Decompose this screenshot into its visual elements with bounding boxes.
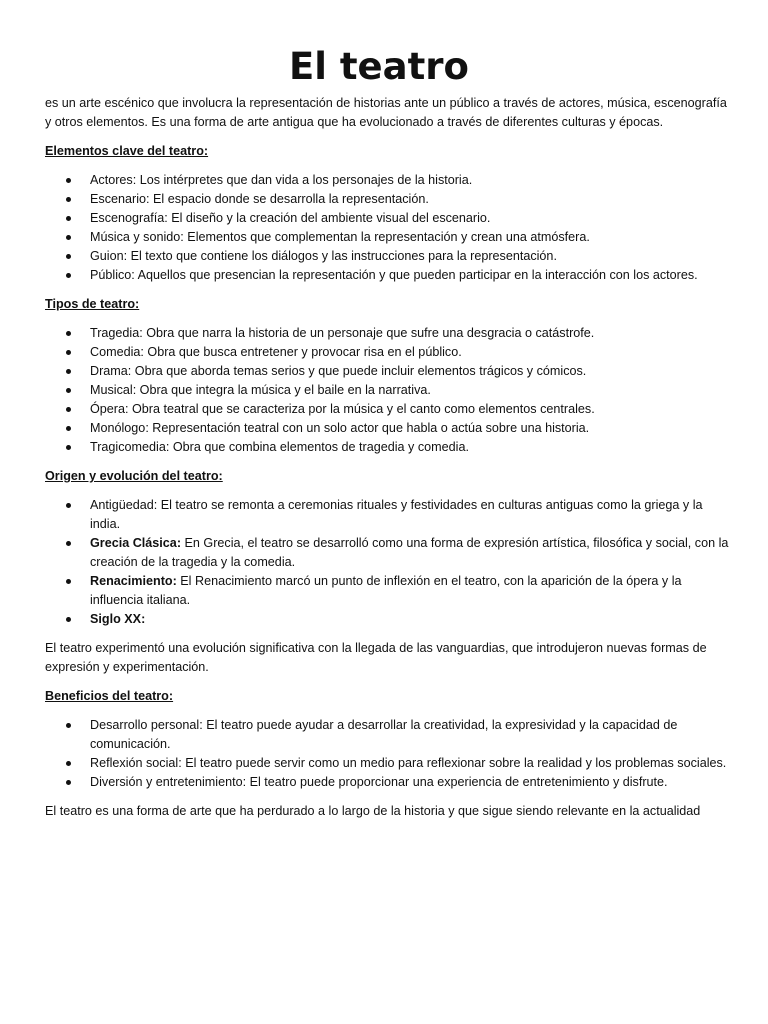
- list-item: Público: Aquellos que presencian la representación y que pueden participar en la interacción con los actores.: [45, 266, 735, 285]
- bullet-icon: [66, 254, 71, 259]
- heading-tipos: Tipos de teatro:: [45, 297, 140, 311]
- document-page: [45, 40, 735, 831]
- bullet-icon: [66, 369, 71, 374]
- origen-paragraph: El teatro experimentó una evolución significativa con la llegada de las vanguardias, que introdujeron nuevas formas de expresión y experimentación.: [45, 641, 707, 674]
- heading-elementos: Elementos clave del teatro:: [45, 144, 209, 158]
- bullet-icon: [66, 350, 71, 355]
- document-title: El teatro: [289, 45, 469, 88]
- list-item: Música y sonido: Elementos que complementan la representación y crean una atmósfera.: [45, 228, 735, 247]
- list-item: Monólogo: Representación teatral con un solo actor que habla o actúa sobre una historia.: [45, 419, 735, 438]
- bullet-icon: [66, 780, 71, 785]
- list-item: Escenario: El espacio donde se desarrolla la representación.: [45, 190, 735, 209]
- heading-beneficios: Beneficios del teatro:: [45, 689, 174, 703]
- list-item: Comedia: Obra que busca entretener y provocar risa en el público.: [45, 343, 735, 362]
- bullet-icon: [66, 273, 71, 278]
- list-item: Musical: Obra que integra la música y el baile en la narrativa.: [45, 381, 735, 400]
- list-elementos: [45, 171, 735, 285]
- list-item: Guion: El texto que contiene los diálogos y las instrucciones para la representación.: [45, 247, 735, 266]
- bullet-icon: [66, 178, 71, 183]
- bullet-icon: [66, 235, 71, 240]
- bullet-icon: [66, 761, 71, 766]
- bullet-icon: [66, 407, 71, 412]
- list-item: Tragicomedia: Obra que combina elementos de tragedia y comedia.: [45, 438, 735, 457]
- bullet-icon: [66, 579, 71, 584]
- list-item: Grecia Clásica: En Grecia, el teatro se desarrolló como una forma de expresión artística, filosófica y social, con la creación de la tragedia y la comedia.: [45, 534, 735, 572]
- bullet-icon: [66, 197, 71, 202]
- bullet-icon: [66, 503, 71, 508]
- list-tipos: [45, 324, 735, 457]
- bullet-icon: [66, 723, 71, 728]
- list-item: Ópera: Obra teatral que se caracteriza por la música y el canto como elementos centrales.: [45, 400, 735, 419]
- bullet-icon: [66, 445, 71, 450]
- list-item: Tragedia: Obra que narra la historia de un personaje que sufre una desgracia o catástrofe.: [45, 324, 735, 343]
- list-item: Reflexión social: El teatro puede servir como un medio para reflexionar sobre la realidad y los problemas sociales.: [45, 754, 735, 773]
- list-item: Desarrollo personal: El teatro puede ayudar a desarrollar la creatividad, la expresividad y la capacidad de comunicación.: [45, 716, 735, 754]
- bullet-icon: [66, 388, 71, 393]
- intro-paragraph: es un arte escénico que involucra la representación de historias ante un público a través de actores, música, escenografía y otros elementos. Es una forma de arte antigua que ha evolucionado a través de diferentes culturas y épocas.: [45, 96, 727, 129]
- bullet-icon: [66, 541, 71, 546]
- bullet-icon: [66, 331, 71, 336]
- list-item: Diversión y entretenimiento: El teatro puede proporcionar una experiencia de entretenimiento y disfrute.: [45, 773, 735, 792]
- list-item: Drama: Obra que aborda temas serios y que puede incluir elementos trágicos y cómicos.: [45, 362, 735, 381]
- bullet-icon: [66, 216, 71, 221]
- list-item: Antigüedad: El teatro se remonta a ceremonias rituales y festividades en culturas antiguas como la griega y la india.: [45, 496, 735, 534]
- list-origen: [45, 496, 735, 629]
- list-beneficios: [45, 716, 735, 792]
- list-item: Escenografía: El diseño y la creación del ambiente visual del escenario.: [45, 209, 735, 228]
- bullet-icon: [66, 617, 71, 622]
- list-item: Siglo XX:: [45, 610, 735, 629]
- list-item: Actores: Los intérpretes que dan vida a los personajes de la historia.: [45, 171, 735, 190]
- closing-paragraph: El teatro es una forma de arte que ha perdurado a lo largo de la historia y que sigue siendo relevante en la actualidad: [45, 804, 701, 818]
- bullet-icon: [66, 426, 71, 431]
- heading-origen: Origen y evolución del teatro:: [45, 469, 223, 483]
- list-item: Renacimiento: El Renacimiento marcó un punto de inflexión en el teatro, con la aparición de la ópera y la influencia italiana.: [45, 572, 735, 610]
